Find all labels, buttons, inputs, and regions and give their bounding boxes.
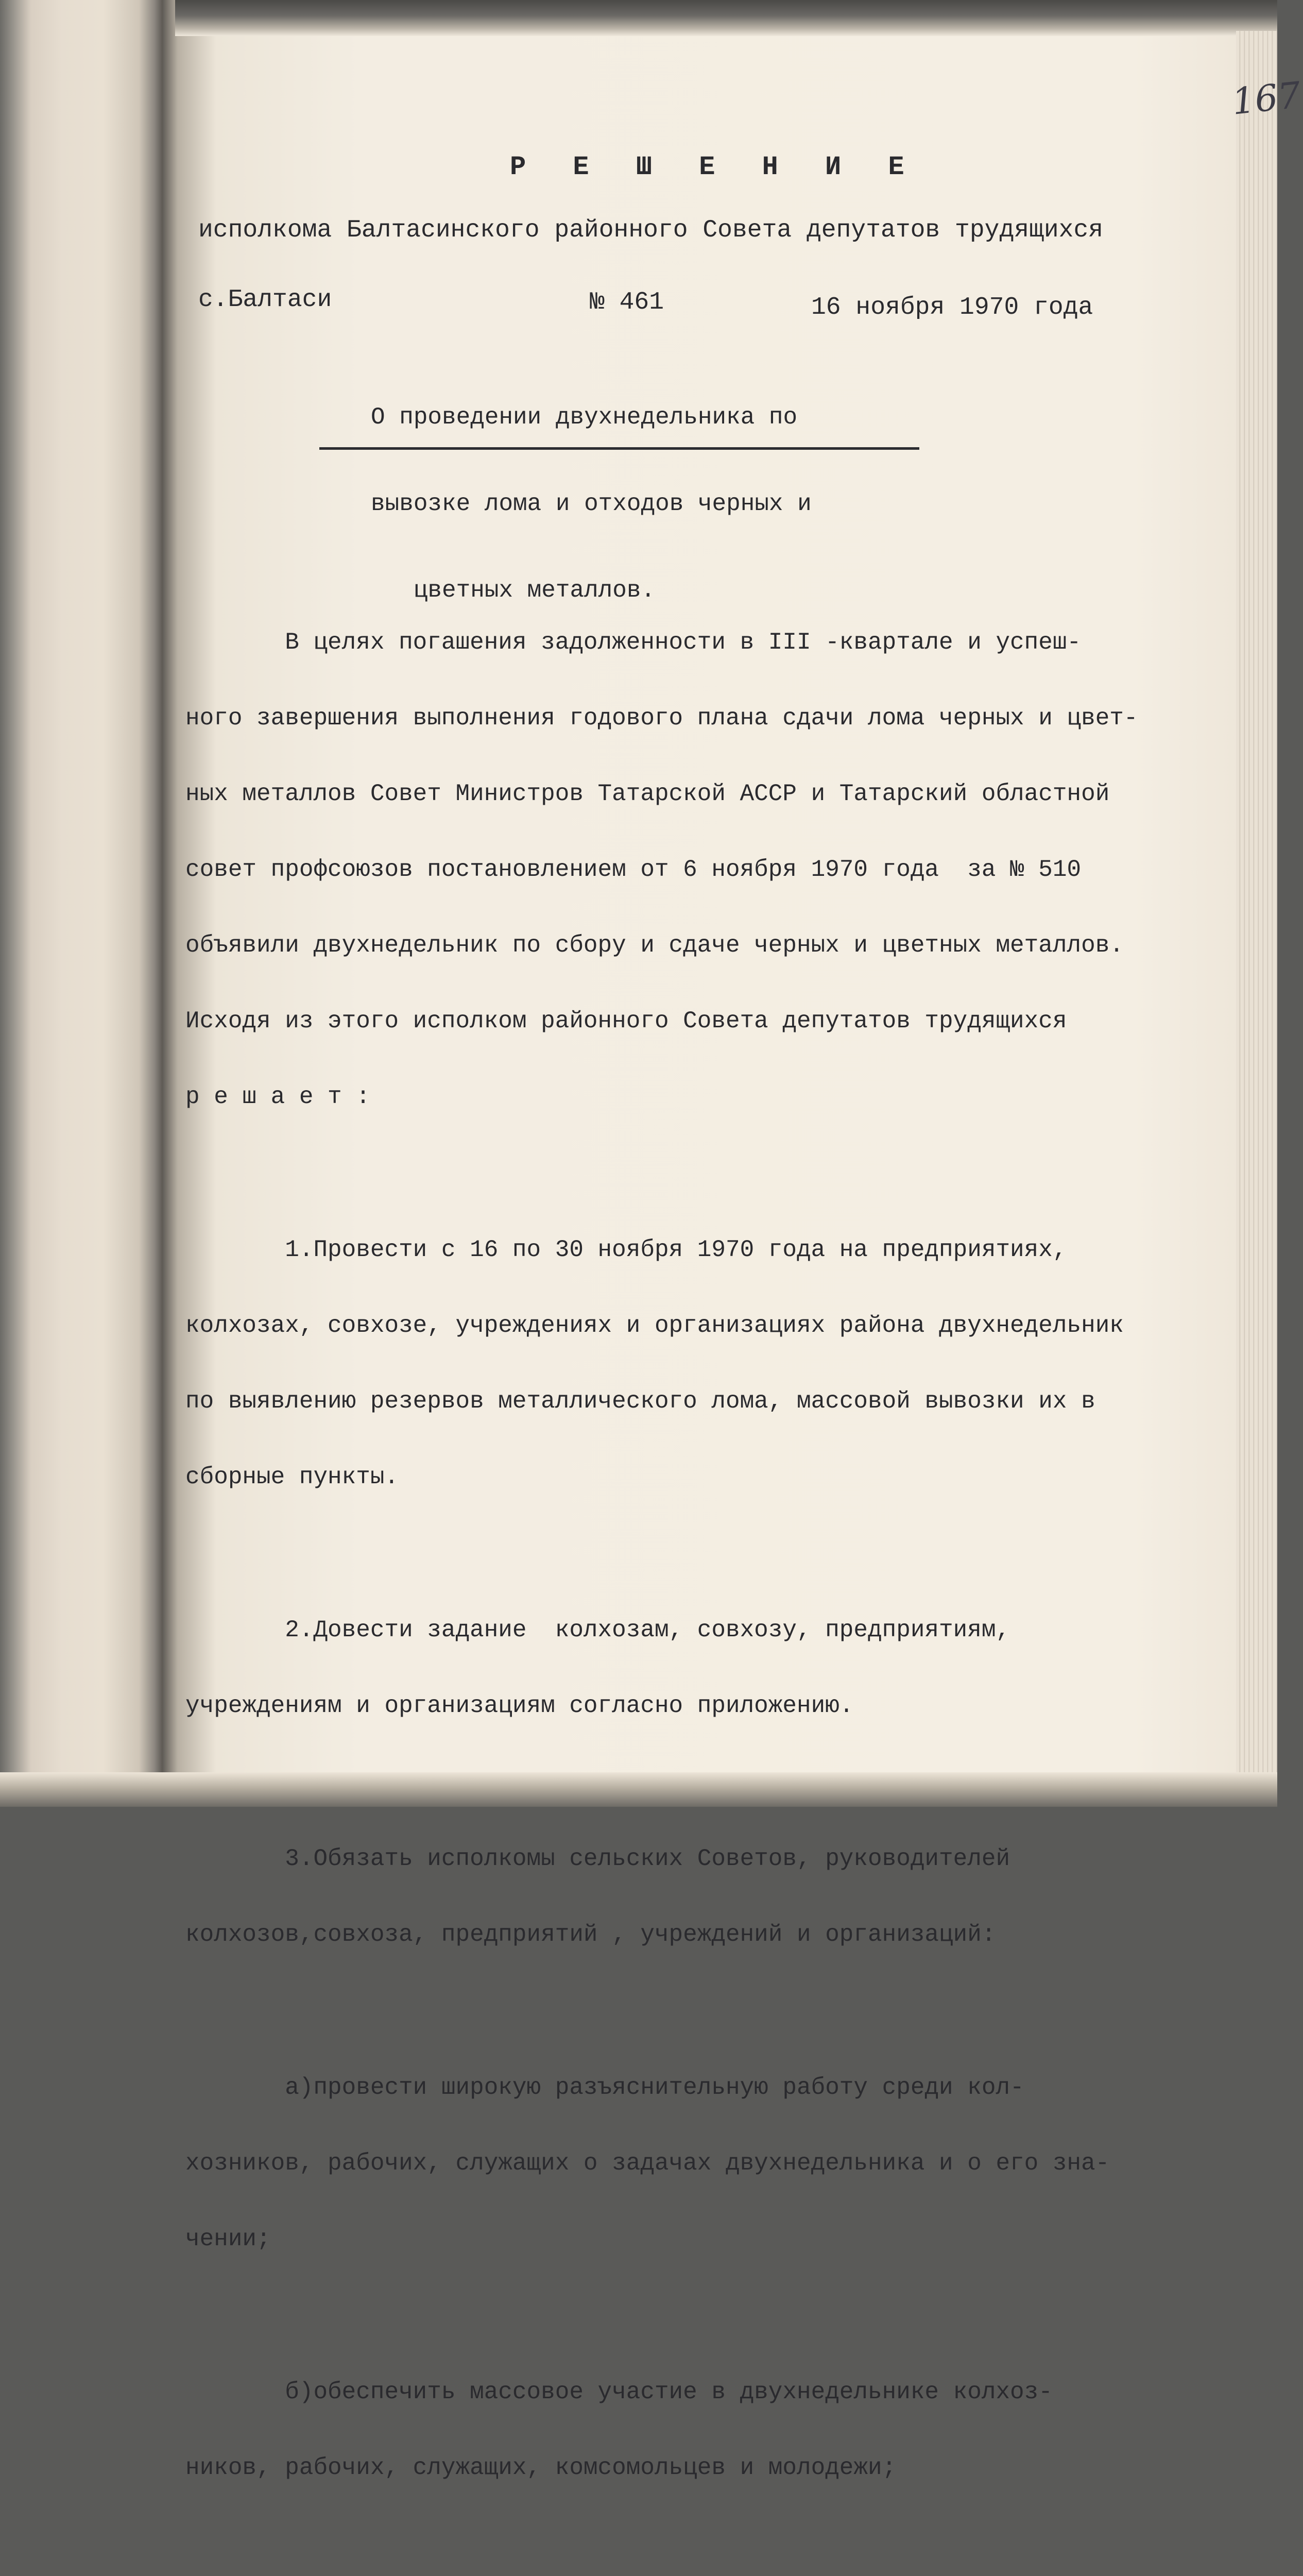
paragraph-item-2: [185, 1567, 1257, 1769]
text-line: ных металлов Совет Министров Татарской АССР и Татарский областной: [185, 781, 1110, 807]
text-line: а)провести широкую разъяснительную работу среди кол-: [185, 2074, 1024, 2101]
text-line: Исходя из этого исполком районного Совета депутатов трудящихся: [185, 1008, 1067, 1035]
paragraph-item-3a: [185, 2025, 1257, 2302]
paragraph-preamble: [185, 580, 1257, 1160]
heading-line: О проведении двухнедельника по: [371, 404, 798, 431]
document-date: 16 ноября 1970 года: [811, 294, 1093, 321]
text-line: совет профсоюзов постановлением от 6 ноября 1970 года за № 510: [185, 856, 1082, 883]
paragraph-item-1: [185, 1187, 1257, 1540]
heading-line: цветных металлов.: [371, 577, 656, 604]
text-line: 2.Довести задание колхозам, совхозу, предприятиям,: [185, 1617, 1010, 1643]
paragraph-item-3: [185, 1796, 1257, 1998]
text-line: хозников, рабочих, служащих о задачах двухнедельника и о его зна-: [185, 2150, 1110, 2177]
document-place: с.Балтаси: [198, 286, 332, 314]
text-line: учреждениям и организациям согласно приложению.: [185, 1692, 854, 1719]
text-line: ного завершения выполнения годового плана сдачи лома черных и цвет-: [185, 705, 1138, 732]
folio-number: 167: [1230, 74, 1303, 123]
text-line: колхозах, совхозе, учреждениях и организациях района двухнедельник: [185, 1312, 1124, 1339]
document-title: Р Е Ш Е Н И Е: [510, 152, 920, 182]
text-line: 3.Обязать исполкомы сельских Советов, руководителей: [185, 1845, 1010, 1872]
document-body: [185, 580, 1257, 2576]
text-line: по выявлению резервов металлического лома, массовой вывозки их в: [185, 1388, 1095, 1415]
paragraph-item-3v: [185, 2558, 1257, 2576]
text-line: В целях погашения задолженности в III -квартале и успеш-: [185, 629, 1082, 656]
text-line: чении;: [185, 2226, 271, 2252]
heading-underline: [319, 447, 919, 450]
text-line: р е ш а е т :: [185, 1083, 370, 1110]
text-line: 1.Провести с 16 по 30 ноября 1970 года на предприятиях,: [185, 1236, 1067, 1263]
document-number: № 461: [590, 289, 664, 316]
document-subtitle: исполкома Балтасинского районного Совета депутатов трудящихся: [198, 216, 1104, 244]
text-line: объявили двухнедельник по сбору и сдаче черных и цветных металлов.: [185, 932, 1124, 959]
text-line: колхозов,совхоза, предприятий , учреждений и организаций:: [185, 1921, 996, 1948]
text-line: ников, рабочих, служащих, комсомольцев и молодежи;: [185, 2454, 897, 2481]
heading-line: вывозке лома и отходов черных и: [371, 490, 812, 517]
text-line: сборные пункты.: [185, 1464, 399, 1490]
text-line: б)обеспечить массовое участие в двухнедельнике колхоз-: [185, 2379, 1053, 2405]
paragraph-item-3b: [185, 2329, 1257, 2531]
